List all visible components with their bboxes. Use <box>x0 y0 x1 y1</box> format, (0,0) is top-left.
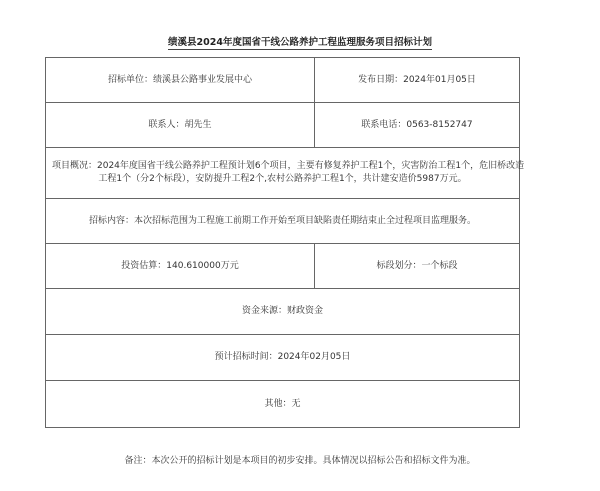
table-row <box>46 148 520 199</box>
content-cell: 招标内容：本次招标范围为工程施工前期工作开始至项目缺陷责任期结束止全过程项目监理服务。 <box>46 199 520 244</box>
planned-time-cell: 预计招标时间：2024年02月05日 <box>46 335 520 381</box>
other-cell: 其他：无 <box>46 381 520 428</box>
overview-line-2: 工程1个（分2个标段），安防提升工程2个,农村公路养护工程1个，共计建安造价5987万元。 <box>98 174 467 184</box>
page-title-text: 绩溪县2024年度国省干线公路养护工程监理服务项目招标计划 <box>168 37 432 48</box>
table-row <box>46 381 520 428</box>
sections-cell: 标段划分：一个标段 <box>315 244 520 289</box>
phone-cell: 联系电话：0563-8152747 <box>315 103 520 148</box>
table-row <box>46 199 520 244</box>
overview-cell <box>46 148 525 199</box>
table-row <box>46 103 520 148</box>
publish-date-cell: 发布日期：2024年01月05日 <box>315 58 520 103</box>
table-row <box>46 289 520 335</box>
funding-cell: 资金来源：财政资金 <box>46 289 520 335</box>
contact-cell: 联系人：胡先生 <box>46 103 315 148</box>
tender-plan-table <box>45 57 525 428</box>
tender-unit-cell: 招标单位：绩溪县公路事业发展中心 <box>46 58 315 103</box>
table-row <box>46 58 520 103</box>
table-row <box>46 244 520 289</box>
investment-cell: 投资估算：140.610000万元 <box>46 244 315 289</box>
overview-line-1: 项目概况：2024年度国省干线公路养护工程预计划6个项目，主要有修复养护工程1个，灾害防治工程1个，危旧桥改造 <box>52 161 525 171</box>
remark-note: 备注：本次公开的招标计划是本项目的初步安排。具体情况以招标公告和招标文件为准。 <box>124 456 476 466</box>
table-row <box>46 335 520 381</box>
page-title <box>0 34 600 48</box>
